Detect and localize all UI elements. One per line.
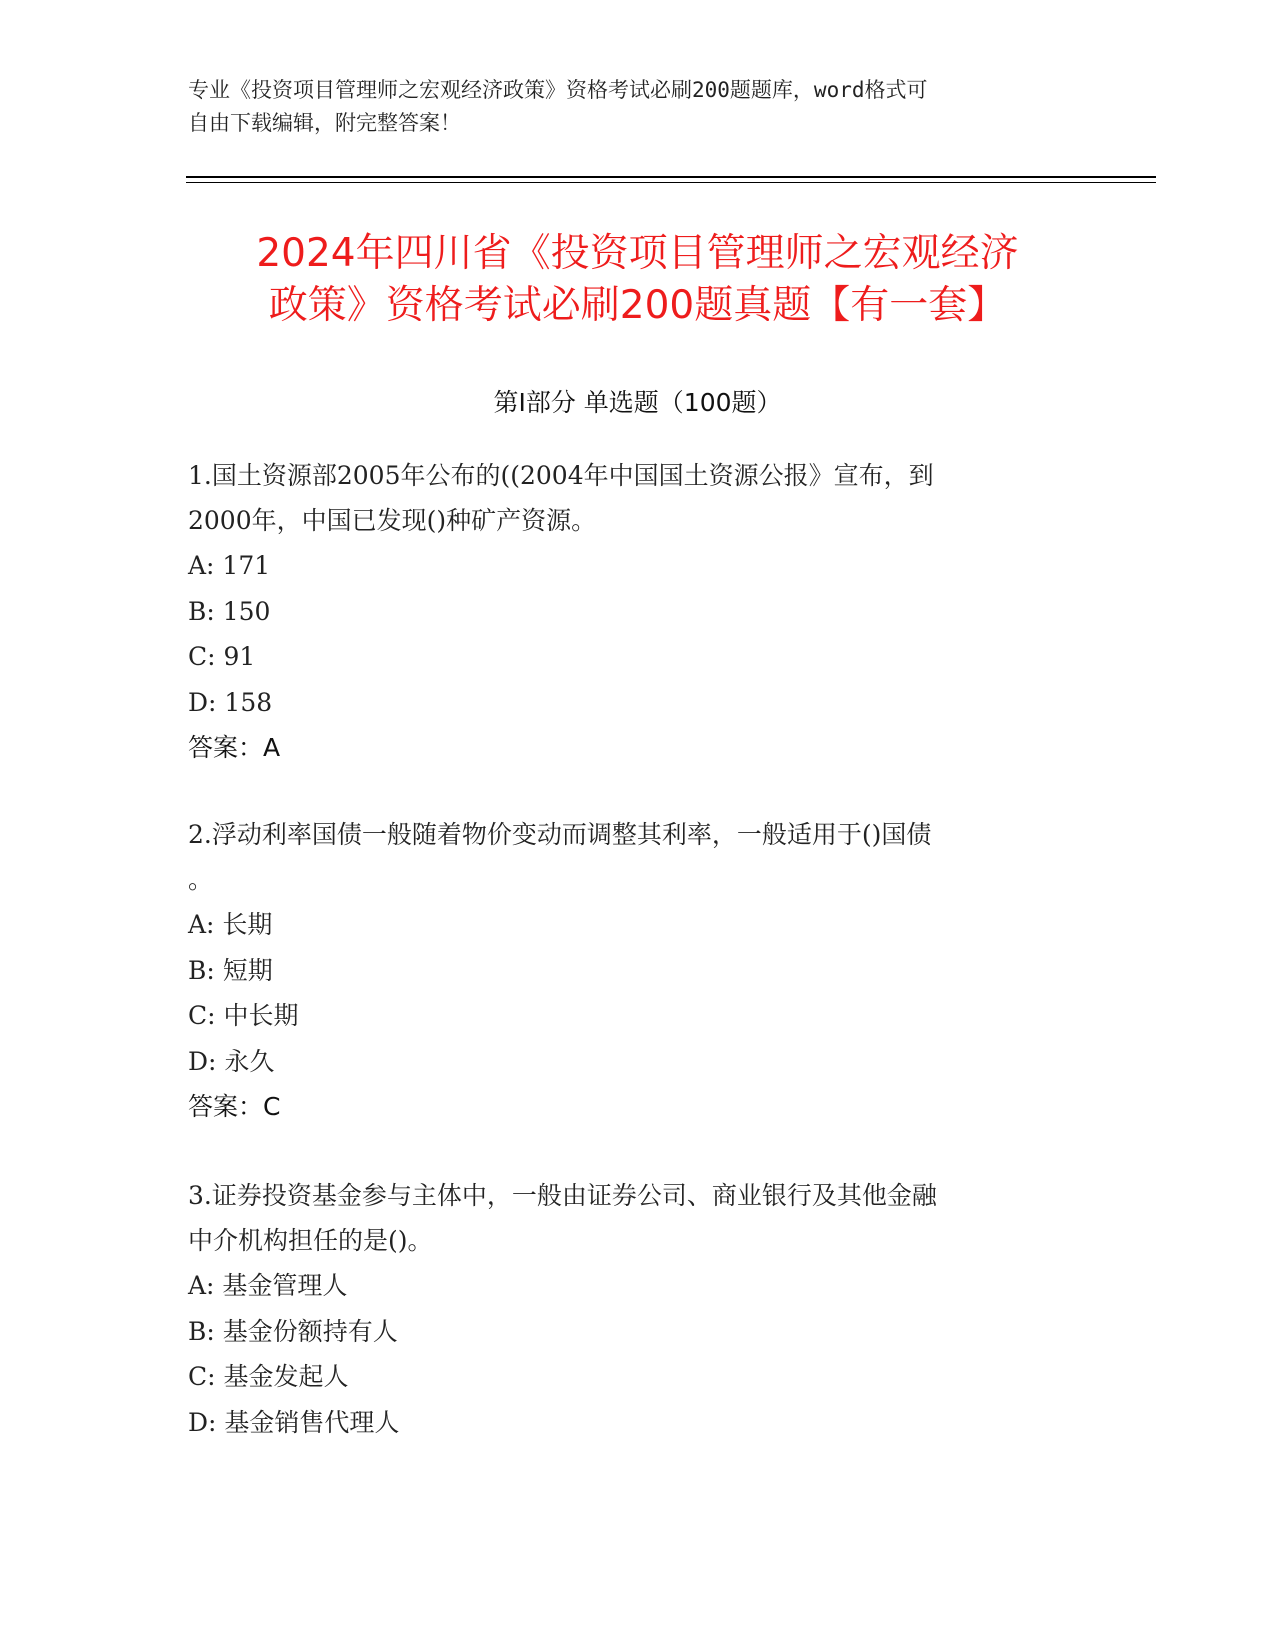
document-title-line-1: 2024年四川省《投资项目管理师之宏观经济 [256, 231, 1019, 276]
question-1-answer: 答案：A [188, 733, 281, 762]
header-divider-thin [186, 182, 1156, 183]
question-3-option-b: B: 基金份额持有人 [188, 1316, 398, 1346]
question-3-stem [188, 1173, 1068, 1263]
question-3-option-c: C: 基金发起人 [188, 1362, 349, 1391]
question-2-stem [188, 812, 1068, 902]
header-note-line-1: 专业《投资项目管理师之宏观经济政策》资格考试必刷200题题库，word格式可 [188, 78, 928, 102]
header-note [188, 74, 1068, 140]
question-3-option-a: A: 基金管理人 [188, 1271, 348, 1300]
question-1-stem [188, 453, 1068, 543]
section-title: 第Ⅰ部分 单选题（100题） [493, 388, 782, 417]
question-3-stem-line-1: 3.证券投资基金参与主体中，一般由证券公司、商业银行及其他金融 [188, 1181, 937, 1210]
question-2-stem-line-2: 。 [188, 865, 214, 894]
question-2-option-a: A: 长期 [188, 910, 273, 939]
question-1 [188, 453, 1068, 771]
question-2-option-b: B: 短期 [188, 955, 273, 985]
question-1-option-d: D: 158 [188, 687, 273, 717]
question-3-option-d: D: 基金销售代理人 [188, 1407, 400, 1437]
question-1-option-c: C: 91 [188, 642, 256, 671]
document-title-line-2: 政策》资格考试必刷200题真题【有一套】 [268, 283, 1007, 328]
document-title [150, 228, 1125, 332]
question-3-stem-line-2: 中介机构担任的是()。 [188, 1226, 433, 1255]
question-2-option-c: C: 中长期 [188, 1001, 299, 1030]
question-1-stem-line-2: 2000年，中国已发现()种矿产资源。 [188, 506, 597, 535]
header-divider-thick [186, 176, 1156, 178]
question-2-answer: 答案：C [188, 1092, 281, 1121]
question-1-option-b: B: 150 [188, 596, 271, 626]
question-1-stem-line-1: 1.国土资源部2005年公布的((2004年中国国土资源公报》宣布，到 [188, 461, 934, 490]
question-2 [188, 812, 1068, 1130]
question-2-option-d: D: 永久 [188, 1046, 275, 1076]
header-note-line-2: 自由下载编辑，附完整答案！ [188, 111, 461, 135]
question-3 [188, 1173, 1068, 1445]
question-1-option-a: A: 171 [188, 551, 271, 580]
question-2-stem-line-1: 2.浮动利率国债一般随着物价变动而调整其利率，一般适用于()国债 [188, 820, 932, 849]
